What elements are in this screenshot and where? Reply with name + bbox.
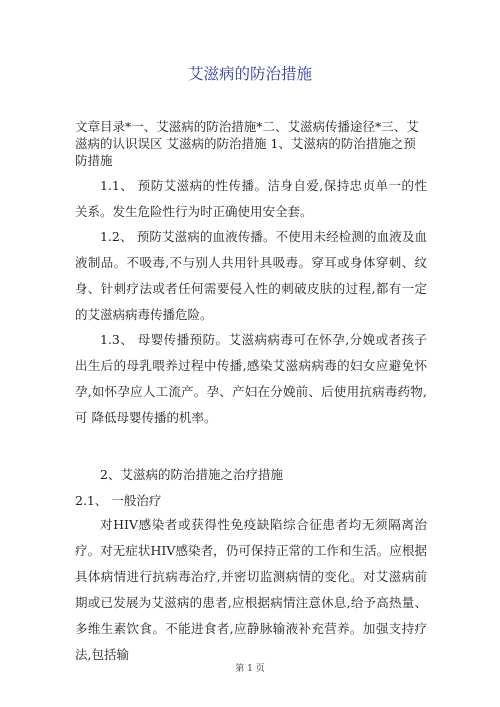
paragraph-1-1: 1.1、 预防艾滋病的性传播。洁身自爱,保持忠贞单一的性关系。发生危险性行为时正确使用安全套。 xyxy=(75,178,427,219)
section-heading-2: 2、艾滋病的防治措施之治疗措施 xyxy=(100,467,283,482)
table-of-contents: 文章目录*一、艾滋病的防治措施*二、艾滋病传播途径*三、艾滋病的认识误区 艾滋病的防治措施 1、艾滋病的防治措施之预防措施 xyxy=(75,119,419,168)
subsection-heading-2-1: 2.1、 一般治疗 xyxy=(75,493,162,508)
paragraph-2-1-body: 对HIV感染者或获得性免疫缺陷综合征患者均无须隔离治 疗。对无症状HIV感染者，仍可保持正常的工作和生活。应根据 具体病情进行抗病毒治疗,并密切监测病情的变化。对艾滋病前 期或已发展为艾滋病的患者,应根据病情注意休息,给予高热量、 多维生素饮食。不能进食者,应静脉输液补充营养。加强支持疗 法,包括输 xyxy=(75,517,427,662)
paragraph-1-3: 1.3、 母婴传播预防。艾滋病病毒可在怀孕,分娩或者孩子出生后的母乳喂养过程中传播,感染艾滋病病毒的妇女应避免怀孕,如怀孕应人工流产。孕、产妇在分娩前、后使用抗病毒药物,可 降低母婴传播的机率。 xyxy=(75,332,427,425)
document-title: 艾滋病的防治措施 xyxy=(187,65,312,83)
page-number-footer: 第 1 页 xyxy=(235,664,265,674)
paragraph-1-2: 1.2、 预防艾滋病的血液传播。不使用未经检测的血液及血液制品。不吸毒,不与别人共用针具吸毒。穿耳或身体穿刺、纹 身、针刺疗法或者任何需要侵入性的刺破皮肤的过程,都有一定 的艾滋病病毒传播危险。 xyxy=(75,229,427,322)
